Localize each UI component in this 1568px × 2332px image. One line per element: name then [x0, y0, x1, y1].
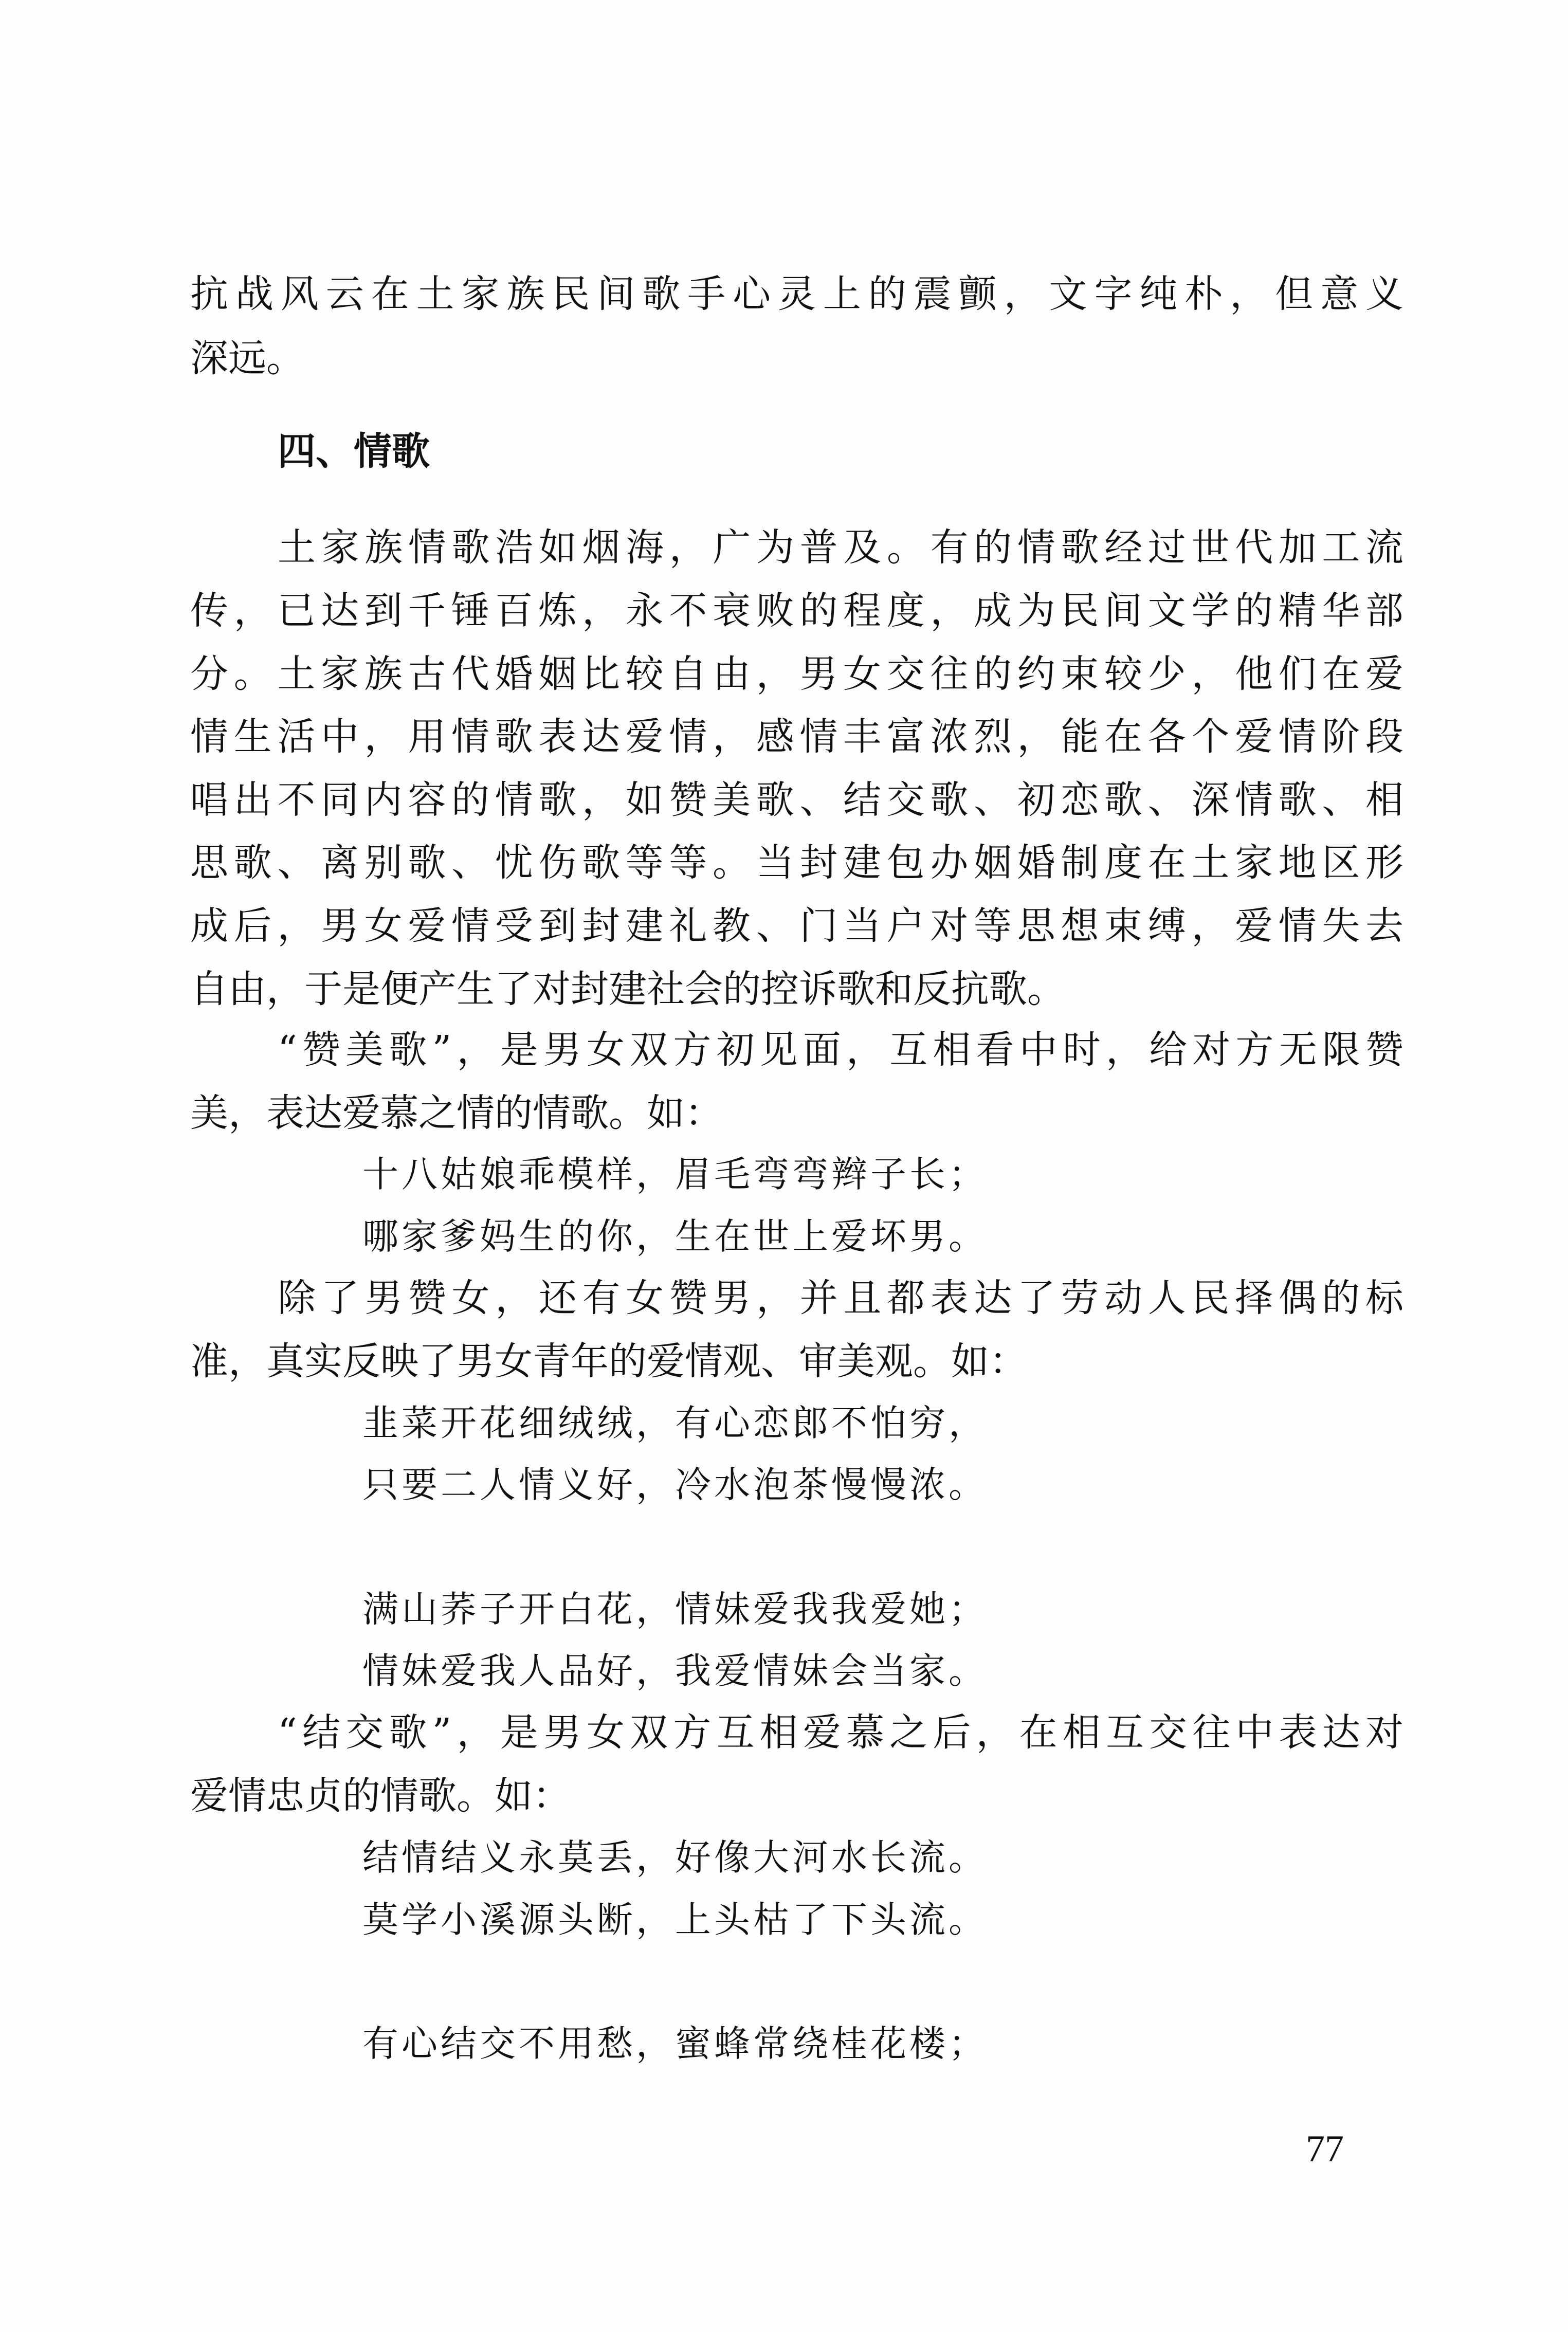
paragraph-line: 土家族情歌浩如烟海，广为普及。有的情歌经过世代加工流 — [278, 525, 1403, 570]
intro-line: 抗战风云在土家族民间歌手心灵上的震颤，文字纯朴，但意义 — [190, 272, 1403, 316]
verse-line: 有心结交不用愁，蜜蜂常绕桂花楼； — [362, 2023, 988, 2065]
paragraph-line: “结交歌”，是男女双方互相爱慕之后，在相互交往中表达对 — [278, 1710, 1403, 1755]
verse-line: 韭菜开花细绒绒，有心恋郎不怕穷， — [362, 1402, 988, 1444]
paragraph-line: 自由，于是便产生了对封建社会的控诉歌和反抗歌。 — [190, 967, 1065, 1011]
paragraph-line: 准，真实反映了男女青年的爱情观、审美观。如： — [190, 1339, 1027, 1383]
paragraph-line: 传，已达到千锤百炼，永不衰败的程度，成为民间文学的精华部 — [190, 589, 1403, 633]
verse-line: 十八姑娘乖模样，眉毛弯弯辫子长； — [362, 1153, 988, 1195]
paragraph-line: 除了男赞女，还有女赞男，并且都表达了劳动人民择偶的标 — [278, 1276, 1403, 1320]
paragraph-line: 情生活中，用情歌表达爱情，感情丰富浓烈，能在各个爱情阶段 — [190, 715, 1403, 759]
verse-line: 结情结义永莫丢，好像大河水长流。 — [362, 1836, 988, 1879]
section-heading: 四、情歌 — [278, 429, 430, 473]
paragraph-line: 分。土家族古代婚姻比较自由，男女交往的约束较少，他们在爱 — [190, 652, 1403, 696]
verse-line: 只要二人情义好，冷水泡茶慢慢浓。 — [362, 1464, 988, 1506]
verse-line: 哪家爹妈生的你，生在世上爱坏男。 — [362, 1215, 988, 1258]
paragraph-line: “赞美歌”，是男女双方初见面，互相看中时，给对方无限赞 — [278, 1028, 1403, 1072]
verse-line: 满山荞子开白花，情妹爱我我爱她； — [362, 1588, 988, 1630]
paragraph-line: 成后，男女爱情受到封建礼教、门当户对等思想束缚，爱情失去 — [190, 904, 1403, 948]
paragraph-line: 唱出不同内容的情歌，如赞美歌、结交歌、初恋歌、深情歌、相 — [190, 778, 1403, 822]
intro-line: 深远。 — [190, 336, 304, 380]
paragraph-line: 爱情忠贞的情歌。如： — [190, 1774, 571, 1818]
verse-line: 情妹爱我人品好，我爱情妹会当家。 — [362, 1650, 988, 1692]
verse-line: 莫学小溪源头断，上头枯了下头流。 — [362, 1899, 988, 1941]
page-number: 77 — [1306, 2128, 1344, 2170]
paragraph-line: 思歌、离别歌、忧伤歌等等。当封建包办姻婚制度在土家地区形 — [190, 841, 1403, 885]
paragraph-line: 美，表达爱慕之情的情歌。如： — [190, 1091, 723, 1135]
